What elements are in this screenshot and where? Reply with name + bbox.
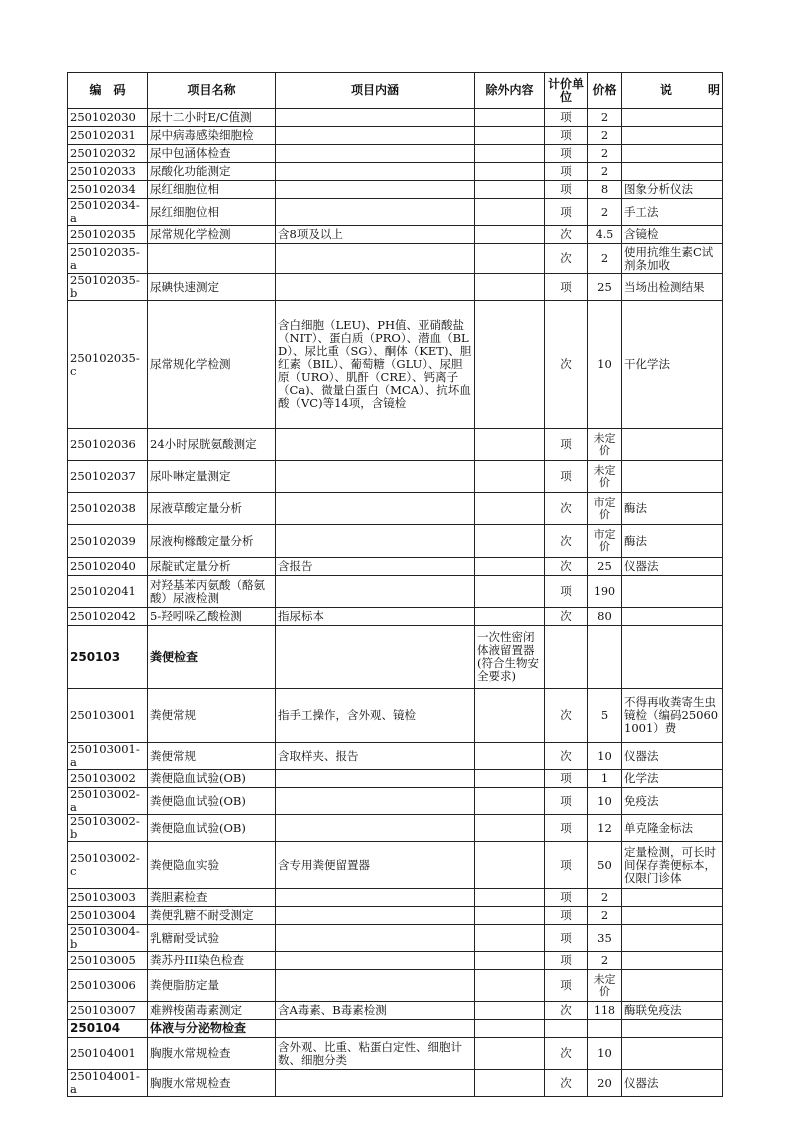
cell-exclusion — [475, 429, 545, 461]
cell-exclusion — [475, 109, 545, 127]
cell-unit: 次 — [545, 525, 588, 558]
cell-exclusion — [475, 1038, 545, 1070]
cell-unit: 次 — [545, 1070, 588, 1097]
cell-unit: 项 — [545, 576, 588, 608]
cell-content — [276, 181, 475, 199]
cell-content — [276, 1020, 475, 1038]
cell-name: 尿常规化学检测 — [148, 301, 276, 429]
header-note-left: 说 — [659, 83, 672, 97]
cell-exclusion — [475, 689, 545, 743]
cell-price: 2 — [588, 163, 622, 181]
cell-unit: 次 — [545, 493, 588, 525]
cell-note — [622, 429, 723, 461]
cell-content: 含专用粪便留置器 — [276, 842, 475, 889]
cell-content — [276, 493, 475, 525]
cell-code: 250102036 — [68, 429, 148, 461]
table-row — [68, 1038, 723, 1070]
cell-code: 250103002-b — [68, 815, 148, 842]
cell-unit: 项 — [545, 788, 588, 815]
table-row — [68, 429, 723, 461]
cell-exclusion — [475, 788, 545, 815]
cell-code: 250102034 — [68, 181, 148, 199]
table-row — [68, 493, 723, 525]
cell-code: 250102037 — [68, 461, 148, 493]
cell-price: 2 — [588, 952, 622, 970]
cell-name: 对羟基苯丙氨酸（酪氨酸）尿液检测 — [148, 576, 276, 608]
cell-price: 2 — [588, 109, 622, 127]
table-row — [68, 525, 723, 558]
cell-exclusion: 一次性密闭体液留置器(符合生物安全要求) — [475, 626, 545, 689]
cell-price: 2 — [588, 199, 622, 226]
cell-note: 酶法 — [622, 525, 723, 558]
table-row — [68, 608, 723, 626]
cell-price: 118 — [588, 1002, 622, 1020]
cell-content: 含外观、比重、粘蛋白定性、细胞计数、细胞分类 — [276, 1038, 475, 1070]
cell-code: 250102030 — [68, 109, 148, 127]
cell-name: 乳糖耐受试验 — [148, 925, 276, 952]
cell-code: 250102034-a — [68, 199, 148, 226]
cell-unit: 项 — [545, 127, 588, 145]
cell-code: 250104 — [68, 1020, 148, 1038]
cell-price: 10 — [588, 301, 622, 429]
cell-price: 2 — [588, 127, 622, 145]
cell-code: 250104001 — [68, 1038, 148, 1070]
cell-price: 4.5 — [588, 226, 622, 244]
table-row — [68, 274, 723, 301]
cell-exclusion — [475, 199, 545, 226]
cell-name: 粪便常规 — [148, 743, 276, 770]
cell-price — [588, 1020, 622, 1038]
cell-content — [276, 109, 475, 127]
cell-exclusion — [475, 244, 545, 274]
cell-name: 尿红细胞位相 — [148, 181, 276, 199]
cell-content — [276, 576, 475, 608]
cell-note — [622, 1038, 723, 1070]
cell-exclusion — [475, 815, 545, 842]
cell-name: 尿液枸橼酸定量分析 — [148, 525, 276, 558]
header-content: 项目内涵 — [276, 73, 475, 109]
table-row — [68, 788, 723, 815]
cell-code: 250104001-a — [68, 1070, 148, 1097]
cell-note — [622, 109, 723, 127]
cell-unit: 次 — [545, 1038, 588, 1070]
cell-note — [622, 1020, 723, 1038]
cell-name: 粪便脂肪定量 — [148, 970, 276, 1002]
cell-price: 未定价 — [588, 461, 622, 493]
table-row — [68, 145, 723, 163]
cell-price: 未定价 — [588, 970, 622, 1002]
cell-name: 尿液草酸定量分析 — [148, 493, 276, 525]
cell-code: 250102035-c — [68, 301, 148, 429]
cell-content — [276, 770, 475, 788]
cell-code: 250103002-a — [68, 788, 148, 815]
cell-exclusion — [475, 461, 545, 493]
cell-exclusion — [475, 842, 545, 889]
cell-note — [622, 163, 723, 181]
cell-exclusion — [475, 301, 545, 429]
cell-code: 250103001-a — [68, 743, 148, 770]
cell-note: 仪器法 — [622, 743, 723, 770]
cell-code: 250103006 — [68, 970, 148, 1002]
cell-note: 仪器法 — [622, 1070, 723, 1097]
table-row — [68, 842, 723, 889]
cell-unit: 项 — [545, 842, 588, 889]
table-row — [68, 558, 723, 576]
cell-price: 25 — [588, 558, 622, 576]
cell-code: 250103002-c — [68, 842, 148, 889]
header-price: 价格 — [588, 73, 622, 109]
cell-unit: 次 — [545, 743, 588, 770]
cell-exclusion — [475, 493, 545, 525]
cell-name: 粪便乳糖不耐受测定 — [148, 907, 276, 925]
cell-content — [276, 788, 475, 815]
cell-price: 10 — [588, 788, 622, 815]
cell-name: 粪便常规 — [148, 689, 276, 743]
cell-price: 20 — [588, 1070, 622, 1097]
cell-unit — [545, 1020, 588, 1038]
cell-code: 250102033 — [68, 163, 148, 181]
header-exclusion: 除外内容 — [475, 73, 545, 109]
cell-unit: 项 — [545, 145, 588, 163]
table-row — [68, 889, 723, 907]
cell-price: 市定价 — [588, 525, 622, 558]
cell-note: 化学法 — [622, 770, 723, 788]
cell-name: 胸腹水常规检查 — [148, 1070, 276, 1097]
cell-price: 2 — [588, 889, 622, 907]
cell-exclusion — [475, 558, 545, 576]
cell-content — [276, 925, 475, 952]
cell-unit: 项 — [545, 274, 588, 301]
cell-unit: 项 — [545, 952, 588, 970]
cell-exclusion — [475, 163, 545, 181]
cell-note — [622, 925, 723, 952]
cell-price: 80 — [588, 608, 622, 626]
cell-exclusion — [475, 1020, 545, 1038]
cell-content — [276, 274, 475, 301]
cell-price: 2 — [588, 145, 622, 163]
cell-code: 250102041 — [68, 576, 148, 608]
cell-name: 粪苏丹III染色检查 — [148, 952, 276, 970]
cell-unit: 项 — [545, 429, 588, 461]
cell-price: 35 — [588, 925, 622, 952]
cell-unit: 项 — [545, 163, 588, 181]
cell-name: 粪便隐血试验(OB) — [148, 815, 276, 842]
cell-unit — [545, 626, 588, 689]
cell-unit: 项 — [545, 907, 588, 925]
cell-exclusion — [475, 1070, 545, 1097]
cell-code: 250103003 — [68, 889, 148, 907]
cell-name: 尿碘快速测定 — [148, 274, 276, 301]
table-row — [68, 109, 723, 127]
cell-price: 50 — [588, 842, 622, 889]
table-row — [68, 461, 723, 493]
cell-content — [276, 429, 475, 461]
cell-content: 含A毒素、B毒素检测 — [276, 1002, 475, 1020]
cell-code: 250103004-b — [68, 925, 148, 952]
header-note — [622, 73, 723, 109]
cell-unit: 次 — [545, 558, 588, 576]
table-row — [68, 1002, 723, 1020]
cell-name: 尿中包涵体检查 — [148, 145, 276, 163]
cell-content: 含8项及以上 — [276, 226, 475, 244]
cell-code: 250103 — [68, 626, 148, 689]
cell-note — [622, 907, 723, 925]
cell-note — [622, 952, 723, 970]
cell-name: 尿常规化学检测 — [148, 226, 276, 244]
cell-exclusion — [475, 952, 545, 970]
cell-code: 250102035 — [68, 226, 148, 244]
cell-name: 尿酸化功能测定 — [148, 163, 276, 181]
table-row — [68, 301, 723, 429]
cell-code: 250103005 — [68, 952, 148, 970]
cell-note: 仪器法 — [622, 558, 723, 576]
cell-note: 手工法 — [622, 199, 723, 226]
header-row — [68, 73, 723, 109]
cell-exclusion — [475, 127, 545, 145]
cell-unit: 次 — [545, 1002, 588, 1020]
cell-note: 定量检测，可长时间保存粪便标本，仅限门诊体 — [622, 842, 723, 889]
cell-unit: 次 — [545, 244, 588, 274]
cell-note — [622, 626, 723, 689]
cell-unit: 项 — [545, 199, 588, 226]
cell-unit: 次 — [545, 608, 588, 626]
table-row — [68, 970, 723, 1002]
cell-exclusion — [475, 889, 545, 907]
cell-name: 粪便隐血试验(OB) — [148, 788, 276, 815]
cell-code: 250103007 — [68, 1002, 148, 1020]
cell-content — [276, 127, 475, 145]
cell-price: 10 — [588, 1038, 622, 1070]
cell-unit: 次 — [545, 226, 588, 244]
cell-exclusion — [475, 770, 545, 788]
cell-note — [622, 461, 723, 493]
cell-exclusion — [475, 145, 545, 163]
cell-exclusion — [475, 925, 545, 952]
header-code: 编 码 — [68, 73, 148, 109]
cell-exclusion — [475, 226, 545, 244]
header-unit: 计价单位 — [545, 73, 588, 109]
cell-name: 粪胆素检查 — [148, 889, 276, 907]
cell-content: 指手工操作，含外观、镜检 — [276, 689, 475, 743]
header-name: 项目名称 — [148, 73, 276, 109]
cell-content — [276, 907, 475, 925]
table-row — [68, 127, 723, 145]
cell-price: 1 — [588, 770, 622, 788]
cell-price: 8 — [588, 181, 622, 199]
cell-note — [622, 145, 723, 163]
cell-note — [622, 889, 723, 907]
cell-name: 24小时尿胱氨酸测定 — [148, 429, 276, 461]
cell-content: 含白细胞（LEU)、PH值、亚硝酸盐（NIT）、蛋白质（PRO）、潜血（BLD）、尿比重（SG）、酮体（KET)、胆红素（BIL）、葡萄糖（GLU）、尿胆原（URO）、肌酐（CRE）、钙离子（Ca)、微量白蛋白（MCA）、抗坏血酸（VC)等14项，含镜检 — [276, 301, 475, 429]
table-row — [68, 1070, 723, 1097]
cell-code: 250102039 — [68, 525, 148, 558]
table-row — [68, 576, 723, 608]
cell-price: 5 — [588, 689, 622, 743]
cell-code: 250102032 — [68, 145, 148, 163]
cell-note: 当场出检测结果 — [622, 274, 723, 301]
cell-exclusion — [475, 907, 545, 925]
cell-content — [276, 952, 475, 970]
table-row — [68, 815, 723, 842]
cell-unit: 项 — [545, 815, 588, 842]
cell-price: 市定价 — [588, 493, 622, 525]
cell-name: 粪便检查 — [148, 626, 276, 689]
cell-price — [588, 626, 622, 689]
cell-name: 粪便隐血实验 — [148, 842, 276, 889]
cell-price: 2 — [588, 907, 622, 925]
cell-note: 使用抗维生素C试剂条加收 — [622, 244, 723, 274]
cell-note: 不得再收粪寄生虫镜检（编码250601001）费 — [622, 689, 723, 743]
table-row — [68, 925, 723, 952]
cell-unit: 项 — [545, 925, 588, 952]
cell-name: 5-羟吲哚乙酸检测 — [148, 608, 276, 626]
cell-name: 粪便隐血试验(OB) — [148, 770, 276, 788]
cell-note: 干化学法 — [622, 301, 723, 429]
table-row — [68, 770, 723, 788]
cell-code: 250103004 — [68, 907, 148, 925]
cell-exclusion — [475, 970, 545, 1002]
cell-unit: 项 — [545, 461, 588, 493]
cell-price: 未定价 — [588, 429, 622, 461]
table-row — [68, 689, 723, 743]
cell-exclusion — [475, 1002, 545, 1020]
cell-code: 250102035-a — [68, 244, 148, 274]
cell-price: 2 — [588, 244, 622, 274]
section-row — [68, 1020, 723, 1038]
cell-content — [276, 970, 475, 1002]
cell-code: 250103001 — [68, 689, 148, 743]
cell-unit: 项 — [545, 770, 588, 788]
cell-note: 图象分析仪法 — [622, 181, 723, 199]
cell-content: 指尿标本 — [276, 608, 475, 626]
cell-code: 250102038 — [68, 493, 148, 525]
table-row — [68, 244, 723, 274]
cell-code: 250102042 — [68, 608, 148, 626]
section-row — [68, 626, 723, 689]
cell-name: 尿卟啉定量测定 — [148, 461, 276, 493]
cell-code: 250102035-b — [68, 274, 148, 301]
cell-content — [276, 145, 475, 163]
cell-note — [622, 576, 723, 608]
cell-content — [276, 461, 475, 493]
cell-unit: 次 — [545, 689, 588, 743]
cell-note: 免疫法 — [622, 788, 723, 815]
table-row — [68, 952, 723, 970]
cell-note: 含镜检 — [622, 226, 723, 244]
cell-name: 体液与分泌物检查 — [148, 1020, 276, 1038]
cell-unit: 项 — [545, 889, 588, 907]
cell-content — [276, 199, 475, 226]
table-row — [68, 163, 723, 181]
cell-note — [622, 608, 723, 626]
cell-unit: 项 — [545, 181, 588, 199]
table-row — [68, 181, 723, 199]
cell-content — [276, 1070, 475, 1097]
cell-exclusion — [475, 743, 545, 770]
cell-note: 酶法 — [622, 493, 723, 525]
cell-price: 25 — [588, 274, 622, 301]
cell-name: 尿十二小时E/C值测 — [148, 109, 276, 127]
table-row — [68, 907, 723, 925]
table-row — [68, 199, 723, 226]
cell-name — [148, 244, 276, 274]
cell-exclusion — [475, 525, 545, 558]
cell-name: 难辨梭菌毒素测定 — [148, 1002, 276, 1020]
cell-content — [276, 889, 475, 907]
cell-name: 胸腹水常规检查 — [148, 1038, 276, 1070]
cell-note: 单克隆金标法 — [622, 815, 723, 842]
cell-unit: 项 — [545, 970, 588, 1002]
table-row — [68, 226, 723, 244]
table-row — [68, 743, 723, 770]
cell-code: 250103002 — [68, 770, 148, 788]
cell-content — [276, 525, 475, 558]
cell-content — [276, 244, 475, 274]
cell-name: 尿靛甙定量分析 — [148, 558, 276, 576]
cell-unit: 次 — [545, 301, 588, 429]
cell-content — [276, 815, 475, 842]
cell-exclusion — [475, 274, 545, 301]
cell-unit: 项 — [545, 109, 588, 127]
cell-code: 250102040 — [68, 558, 148, 576]
cell-name: 尿红细胞位相 — [148, 199, 276, 226]
price-table — [67, 72, 723, 1097]
cell-price: 12 — [588, 815, 622, 842]
cell-name: 尿中病毒感染细胞检 — [148, 127, 276, 145]
cell-content — [276, 163, 475, 181]
cell-exclusion — [475, 181, 545, 199]
cell-price: 190 — [588, 576, 622, 608]
cell-content — [276, 626, 475, 689]
cell-note — [622, 127, 723, 145]
cell-note: 酶联免疫法 — [622, 1002, 723, 1020]
cell-content: 含取样夹、报告 — [276, 743, 475, 770]
header-note-right: 明 — [707, 83, 720, 97]
cell-price: 10 — [588, 743, 622, 770]
cell-note — [622, 970, 723, 1002]
cell-code: 250102031 — [68, 127, 148, 145]
cell-content: 含报告 — [276, 558, 475, 576]
cell-exclusion — [475, 576, 545, 608]
cell-exclusion — [475, 608, 545, 626]
